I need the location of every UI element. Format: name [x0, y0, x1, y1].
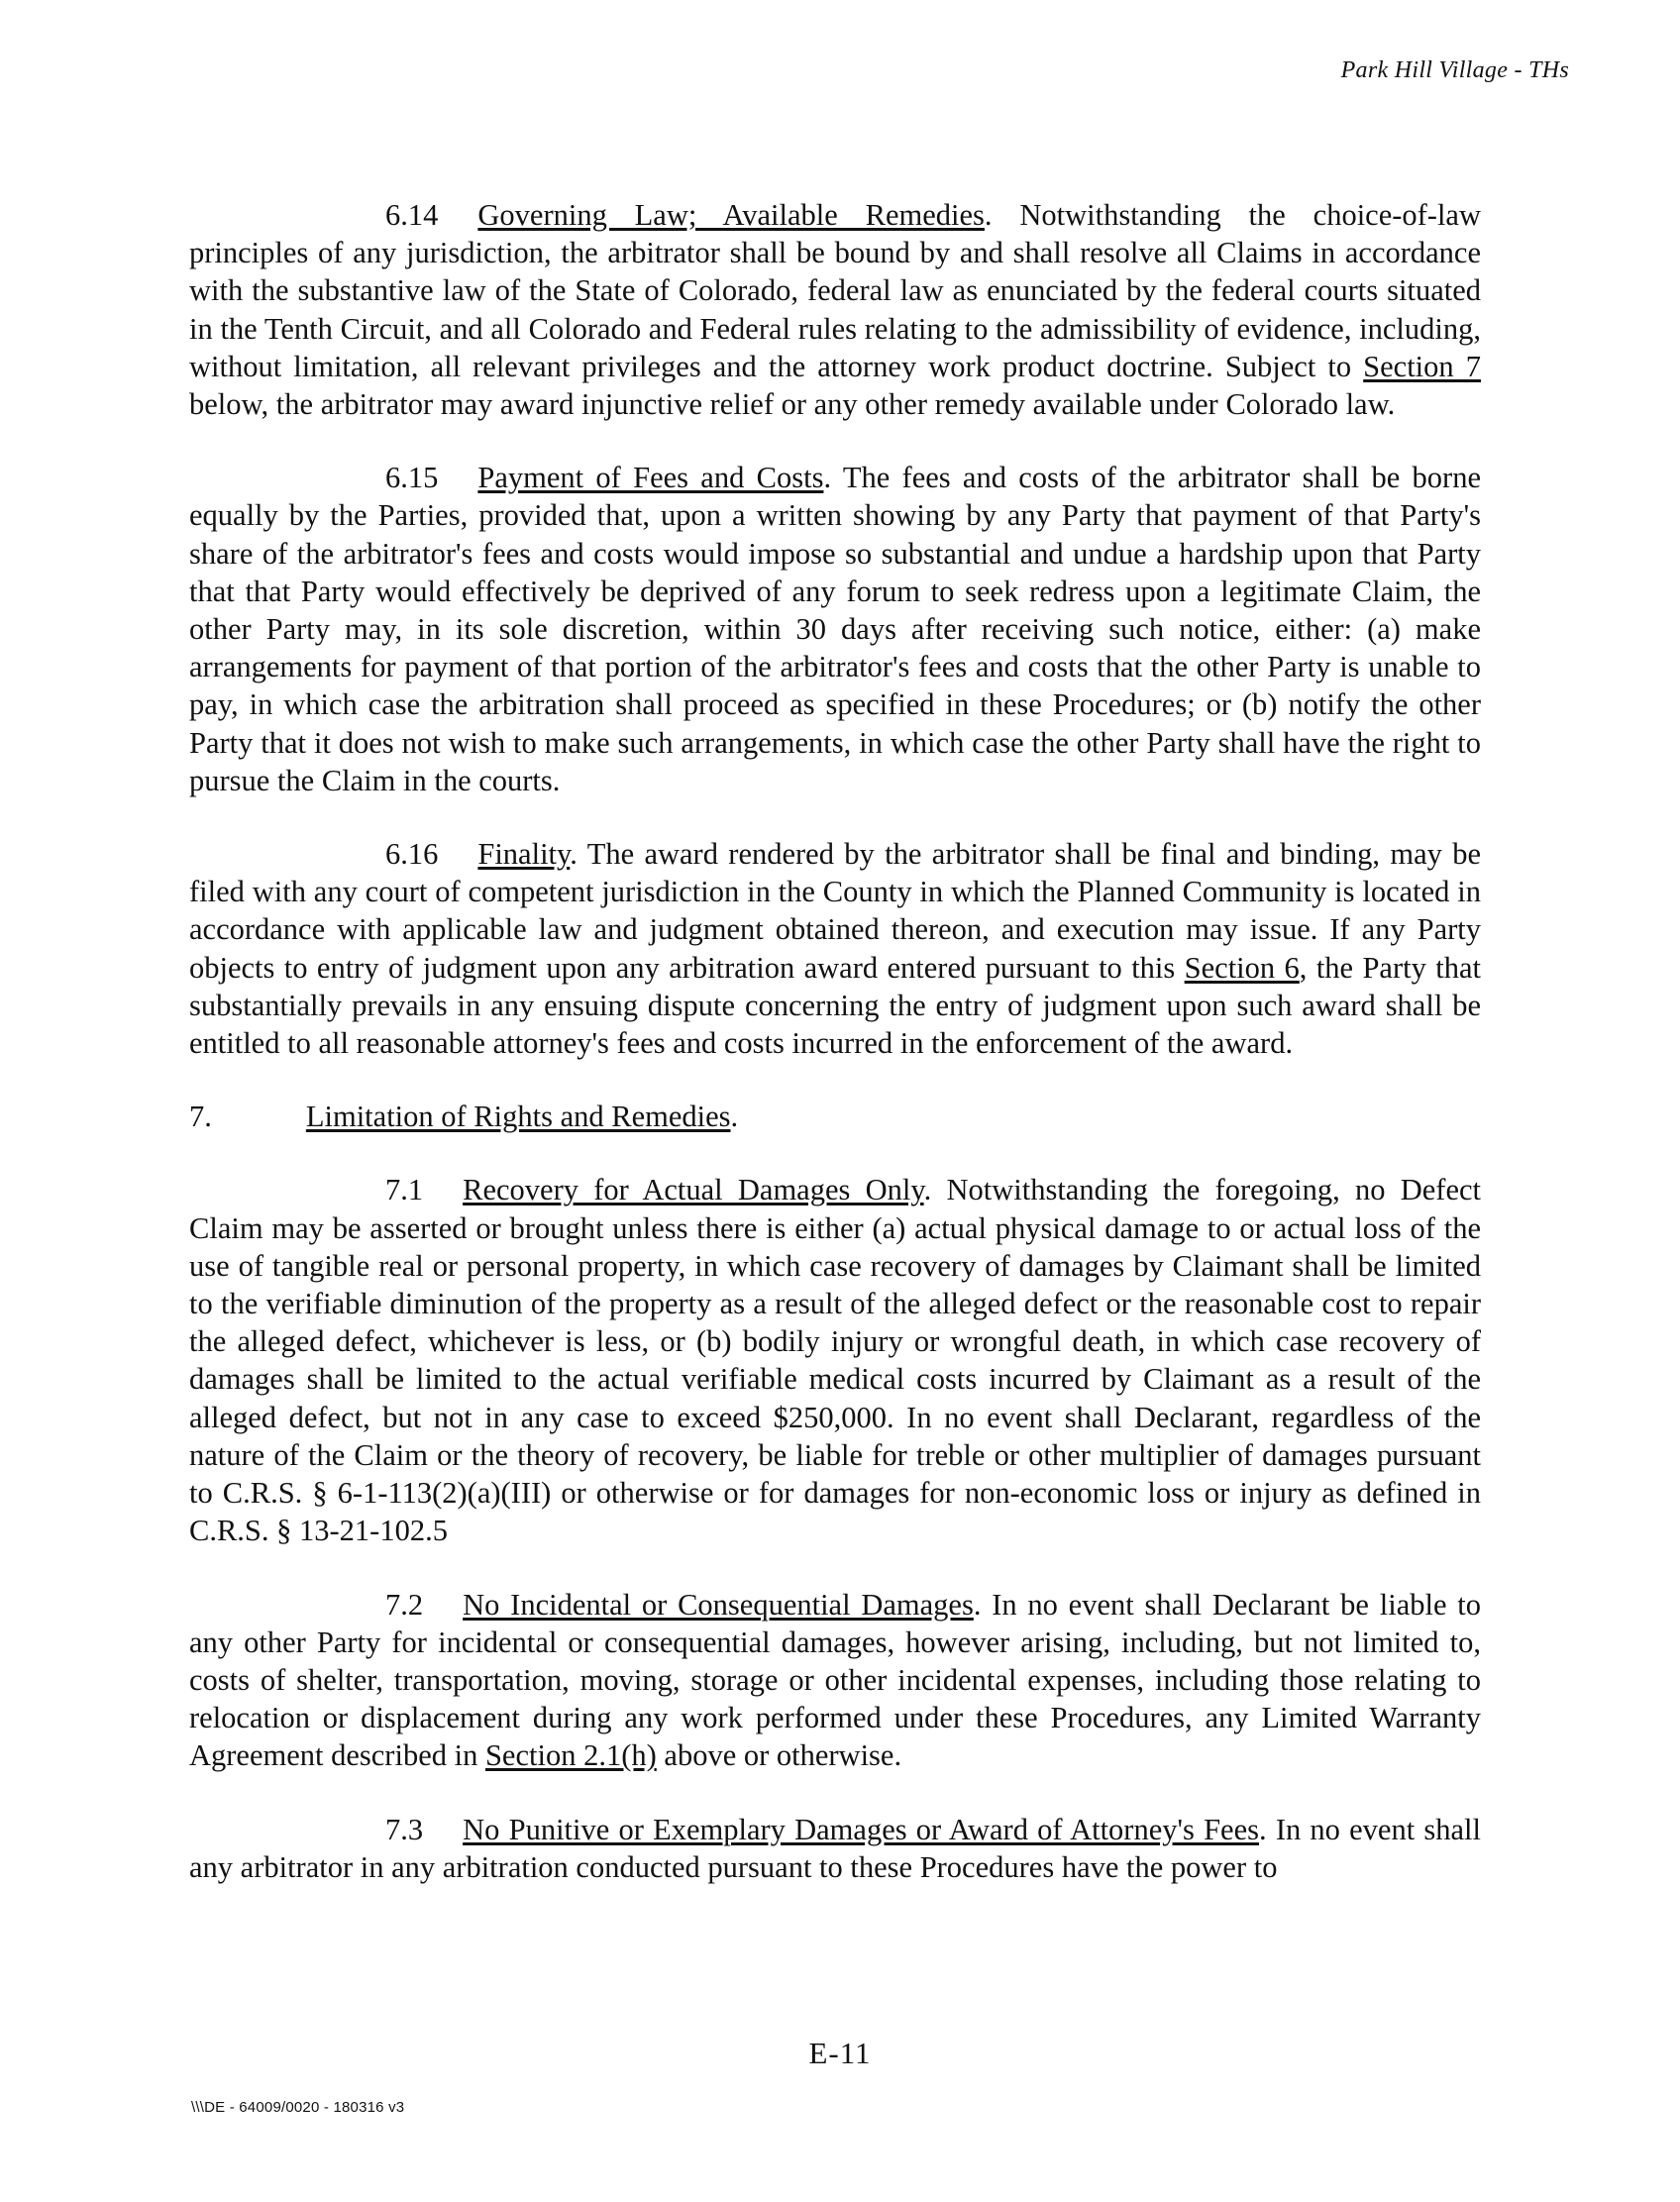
- section-heading: Governing Law; Available Remedies: [477, 198, 985, 232]
- section-heading: Limitation of Rights and Remedies: [305, 1100, 731, 1134]
- section-heading: No Punitive or Exemplary Damages or Award of Attorney's Fees: [463, 1812, 1259, 1846]
- section-number: 7.1: [385, 1173, 424, 1207]
- section-number: 7.: [189, 1100, 212, 1134]
- section-number: 7.2: [385, 1587, 424, 1622]
- section-text: . Notwithstanding the choice-of-law principles of any jurisdiction, the arbitrator shall be bound by and shall resolve all Claims in accordance with the substantive law of the State of Colorado, federal law as enunciated by the federal courts situated in the Tenth Circuit, and all Colorado and Federal rules relating to the admissibility of evidence, including, without limitation, all relevant privileges and the attorney work product doctrine. Subject to: [189, 198, 1481, 383]
- section-heading: Finality: [477, 837, 571, 872]
- heading-period: .: [730, 1100, 739, 1134]
- section-text: . The award rendered by the arbitrator shall be final and binding, may be filed with any court of competent jurisdiction in the County in which the Planned Community is located in accordance with applicable law and judgment obtained thereon, and execution may issue. If any Party objects to entry of judgment upon any arbitration award entered pursuant to this: [189, 837, 1481, 985]
- cross-reference-link: Section 2.1(h): [484, 1738, 657, 1773]
- document-body: [189, 196, 1481, 1922]
- running-header: Park Hill Village - THs: [1340, 57, 1569, 83]
- section-text: . Notwithstanding the foregoing, no Defect Claim may be asserted or brought unless there is either (a) actual physical damage to or actual loss of the use of tangible real or personal property, in which case recovery of damages by Claimant shall be limited to the verifiable diminution of the property as a result of the alleged defect or the reasonable cost to repair the alleged defect, whichever is less, or (b) bodily injury or wrongful death, in which case recovery of damages shall be limited to the actual verifiable medical costs incurred by Claimant as a result of the alleged defect, but not in any case to exceed $250,000. In no event shall Declarant, regardless of the nature of the Claim or the theory of recovery, be liable for treble or other multiplier of damages pursuant to C.R.S. § 6-1-113(2)(a)(III) or otherwise or for damages for non-economic loss or injury as defined in C.R.S. § 13-21-102.5: [189, 1173, 1481, 1548]
- section-text: , the Party that substantially prevails in any ensuing dispute concerning the entry of judgment upon such award shall be entitled to all reasonable attorney's fees and costs incurred in the enforcement of the award.: [189, 950, 1481, 1061]
- section-heading: Recovery for Actual Damages Only: [463, 1173, 924, 1207]
- section-6-16: [189, 835, 1481, 1062]
- section-heading: Payment of Fees and Costs: [477, 461, 824, 495]
- section-7: [189, 1098, 1481, 1135]
- cross-reference-link: Section 6: [1184, 950, 1300, 985]
- section-6-14: [189, 196, 1481, 423]
- section-number: 6.15: [385, 461, 439, 495]
- section-number: 6.16: [385, 837, 439, 872]
- section-7-3: [189, 1811, 1481, 1886]
- section-number: 7.3: [385, 1812, 424, 1846]
- section-heading: No Incidental or Consequential Damages: [463, 1587, 974, 1622]
- section-7-2: [189, 1586, 1481, 1775]
- section-text: . The fees and costs of the arbitrator shall be borne equally by the Parties, provided that, upon a written showing by any Party that payment of that Party's share of the arbitrator's fees and costs would impose so substantial and undue a hardship upon that Party that that Party would effectively be deprived of any forum to seek redress upon a legitimate Claim, the other Party may, in its sole discretion, within 30 days after receiving such notice, either: (a) make arrangements for payment of that portion of the arbitrator's fees and costs that the other Party is unable to pay, in which case the arbitration shall proceed as specified in these Procedures; or (b) notify the other Party that it does not wish to make such arrangements, in which case the other Party shall have the right to pursue the Claim in the courts.: [189, 461, 1481, 797]
- cross-reference-link: Section 7: [1363, 349, 1481, 383]
- section-text: below, the arbitrator may award injunctive relief or any other remedy available under Colorado law.: [189, 387, 1396, 422]
- section-text: . In no event shall Declarant be liable to any other Party for incidental or consequential damages, however arising, including, but not limited to, costs of shelter, transportation, moving, storage or other incidental expenses, including those relating to relocation or displacement during any work performed under these Procedures, any Limited Warranty Agreement described in: [189, 1587, 1481, 1773]
- section-text: . In no event shall any arbitrator in any arbitration conducted pursuant to these Procedures have the power to: [189, 1812, 1482, 1884]
- document-id: \\\DE - 64009/0020 - 180316 v3: [191, 2099, 405, 2116]
- section-7-1: [189, 1171, 1481, 1549]
- page-number: E-11: [808, 2036, 872, 2070]
- section-number: 6.14: [385, 198, 439, 232]
- section-6-15: [189, 459, 1481, 799]
- section-text: above or otherwise.: [656, 1738, 902, 1773]
